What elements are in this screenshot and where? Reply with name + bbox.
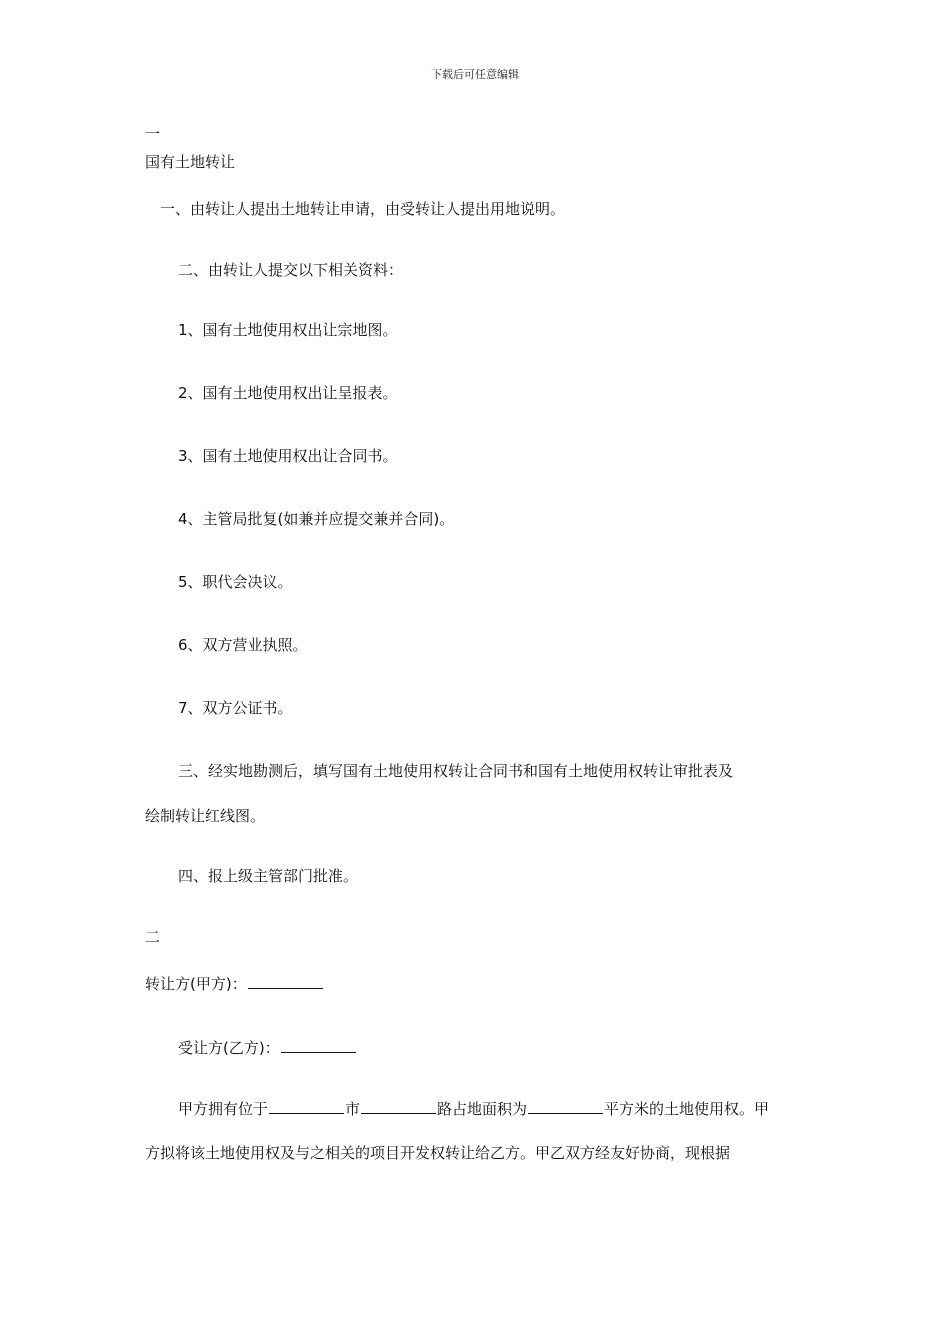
agreement-para-line-1 <box>178 1099 769 1119</box>
party-b-blank <box>281 1038 356 1053</box>
list-item: 1、国有土地使用权出让宗地图。 <box>178 321 398 339</box>
step-4: 四、报上级主管部门批准。 <box>178 867 359 885</box>
list-item: 7、双方公证书。 <box>178 699 293 717</box>
section-marker-2: 二 <box>145 928 161 946</box>
party-a-line <box>145 974 324 994</box>
agreement-para-line-2: 方拟将该土地使用权及与之相关的项目开发权转让给乙方。甲乙双方经友好协商，现根据 <box>145 1144 731 1162</box>
section-marker-1: 一 <box>145 125 161 143</box>
list-item: 3、国有土地使用权出让合同书。 <box>178 447 398 465</box>
step-3-line-2: 绘制转让红线图。 <box>145 807 266 825</box>
step-2: 二、由转让人提交以下相关资料： <box>178 261 404 279</box>
list-item: 5、职代会决议。 <box>178 573 293 591</box>
party-b-line <box>178 1038 357 1058</box>
para-segment: 路占地面积为 <box>437 1100 528 1118</box>
step-3-line-1: 三、经实地勘测后，填写国有土地使用权转让合同书和国有土地使用权转让审批表及 <box>178 762 734 780</box>
party-a-label: 转让方(甲方)： <box>145 975 247 993</box>
list-item: 2、国有土地使用权出让呈报表。 <box>178 384 398 402</box>
list-item: 4、主管局批复(如兼并应提交兼并合同)。 <box>178 510 455 528</box>
list-item: 6、双方营业执照。 <box>178 636 308 654</box>
para-segment: 平方米的土地使用权。甲 <box>604 1100 770 1118</box>
para-segment: 甲方拥有位于 <box>178 1100 269 1118</box>
road-blank <box>361 1099 436 1114</box>
para-segment: 市 <box>345 1100 361 1118</box>
section-title: 国有土地转让 <box>145 153 236 171</box>
header-note: 下载后可任意编辑 <box>431 68 519 81</box>
city-blank <box>269 1099 344 1114</box>
area-blank <box>528 1099 603 1114</box>
party-b-label: 受让方(乙方)： <box>178 1039 280 1057</box>
party-a-blank <box>248 974 323 989</box>
step-1: 一、由转让人提出土地转让申请，由受转让人提出用地说明。 <box>160 200 566 218</box>
